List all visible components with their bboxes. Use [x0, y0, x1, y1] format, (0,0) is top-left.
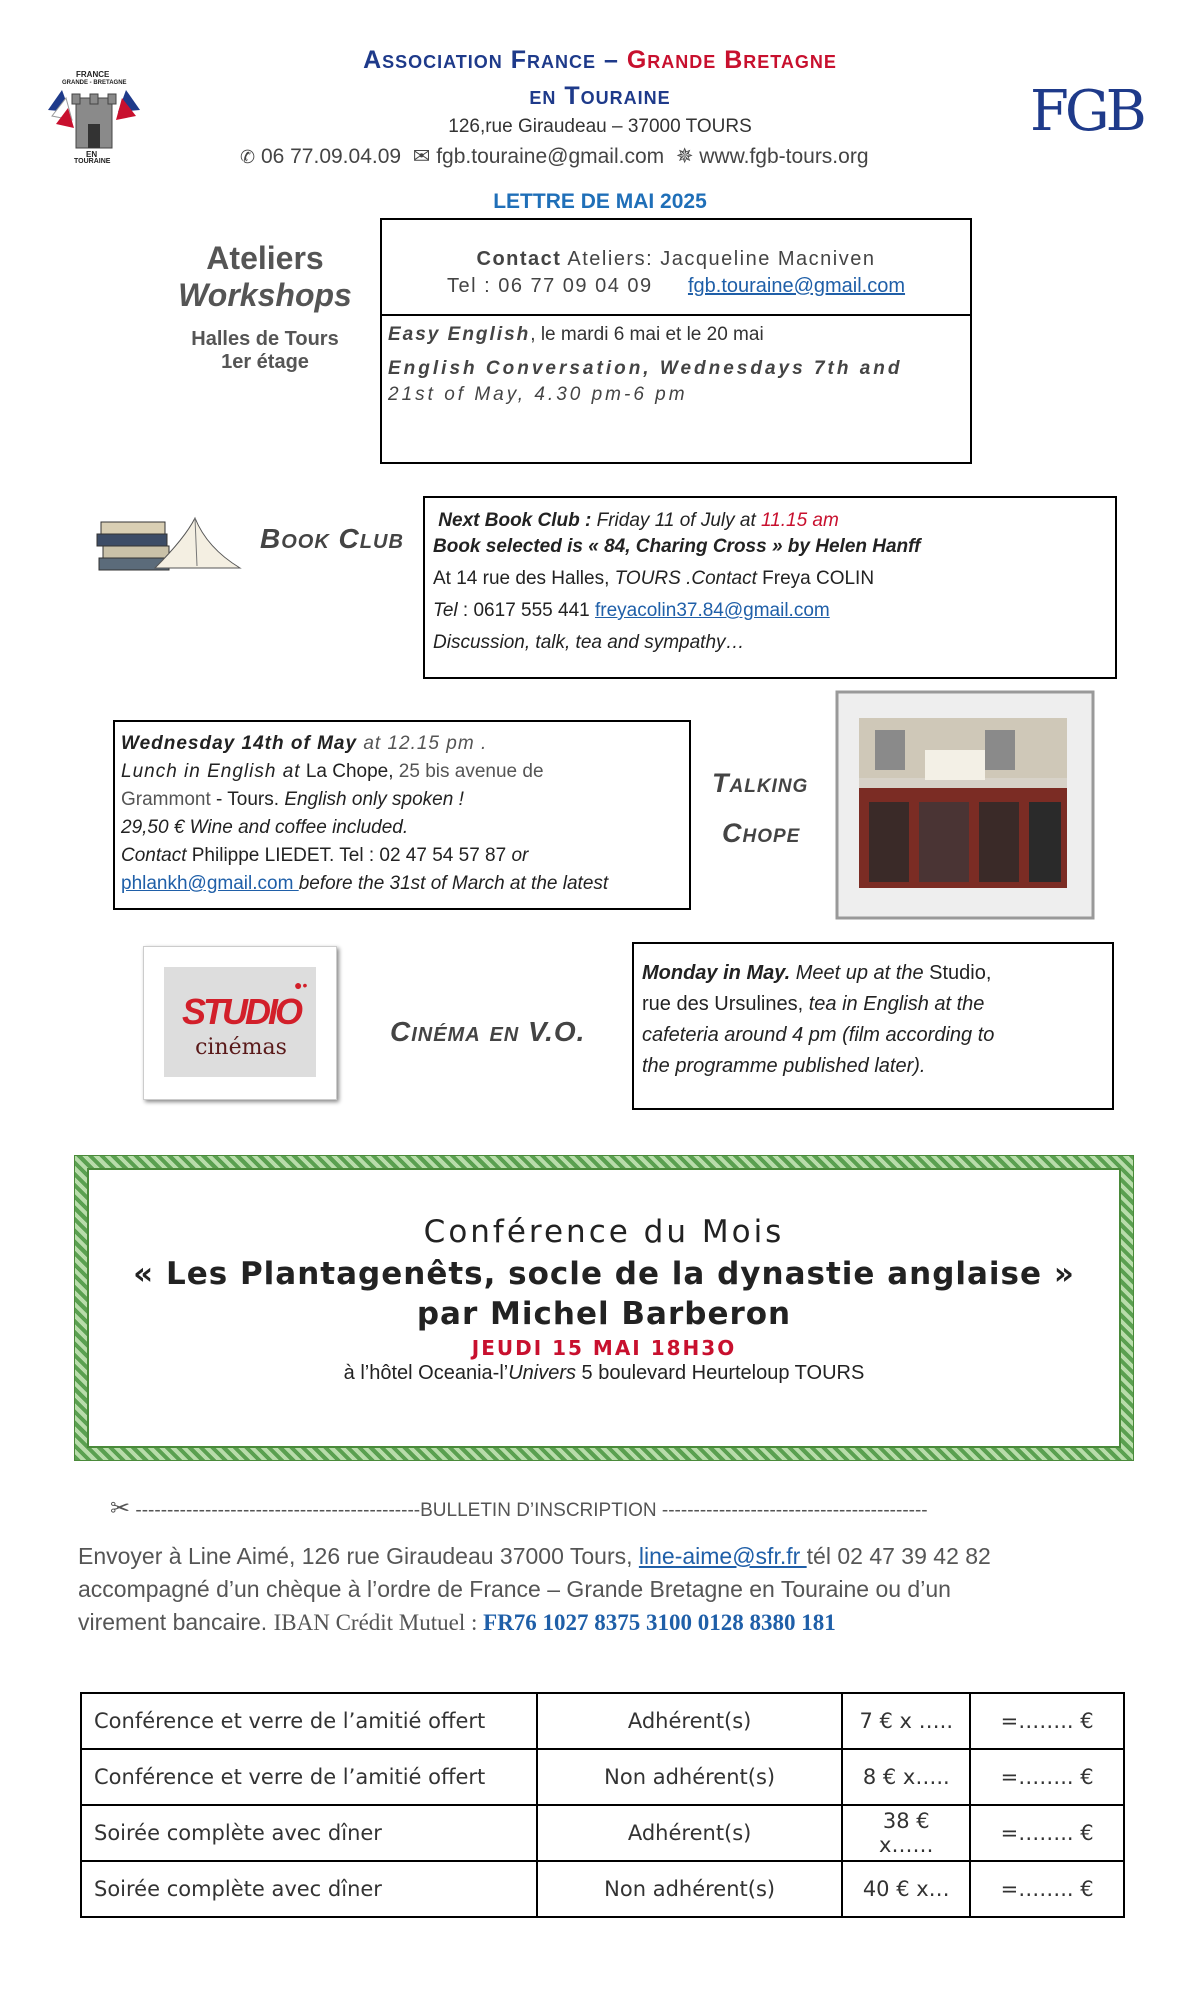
- bulletin-line2: accompagné d’un chèque à l’ordre de France – Grande Bretagne en Touraine ou d’un: [78, 1576, 951, 1602]
- chope-date-line: [121, 730, 683, 758]
- ateliers-place1: Halles de Tours: [191, 328, 339, 350]
- mail-icon: ✉: [412, 145, 431, 168]
- chope-photo: [835, 690, 1099, 926]
- row-price[interactable]: 40 € x…: [842, 1861, 970, 1917]
- logo-left-top: FRANCE: [76, 70, 110, 79]
- contact-label: Contact: [476, 248, 562, 270]
- conference-inner: [87, 1168, 1121, 1448]
- chope-tours: - Tours.: [210, 789, 285, 810]
- chope-english-only: English only spoken !: [284, 789, 464, 810]
- book-club-tel: [433, 600, 1107, 622]
- row-total[interactable]: =…….. €: [970, 1693, 1124, 1749]
- contact-line: [240, 144, 1000, 169]
- next-date: Friday 11 of July at: [596, 510, 762, 531]
- bulletin-email[interactable]: line-aime@sfr.fr: [638, 1543, 807, 1569]
- row-total[interactable]: =…….. €: [970, 1805, 1124, 1861]
- row-total[interactable]: =…….. €: [970, 1861, 1124, 1917]
- venue-a: à l’hôtel Oceania-l’: [343, 1362, 509, 1384]
- logo-left-mid: GRANDE - BRETAGNE: [62, 80, 127, 86]
- cinema-studio: Studio,: [929, 962, 992, 984]
- ateliers-box: [380, 218, 972, 464]
- logo-left-bottom: TOURAINE: [74, 158, 111, 165]
- chope-lunch-line2: [121, 786, 683, 814]
- tel-number: : 0617 555 441: [457, 600, 595, 621]
- dashes-right: ------------------------------------------: [656, 1500, 928, 1521]
- book-selected: Book selected is « 84, Charing Cross » by Helen Hanff: [433, 536, 921, 557]
- chope-title: Chope: [722, 818, 801, 848]
- table-row: [81, 1805, 1124, 1861]
- association-subtitle: en Touraine: [529, 82, 671, 110]
- bulletin-iban: FR76 1027 8375 3100 0128 8380 181: [483, 1610, 836, 1635]
- bulletin-title: BULLETIN D’INSCRIPTION: [420, 1500, 657, 1521]
- logo-left: [40, 68, 148, 168]
- chope-price: 29,50 € Wine and coffee included.: [121, 817, 409, 838]
- row-member: Non adhérent(s): [537, 1861, 842, 1917]
- bulletin-line3: [78, 1606, 1138, 1639]
- address-prefix: At 14 rue des Halles,: [433, 568, 615, 589]
- bulletin-divider: [110, 1494, 1110, 1523]
- studio-logo: [143, 946, 337, 1100]
- chope-lunch: Lunch in English at: [121, 761, 301, 782]
- cinema-line2: [642, 989, 1104, 1020]
- studio-dots-icon: ●•: [294, 977, 308, 993]
- chope-email-line: [121, 870, 683, 898]
- row-label: Soirée complète avec dîner: [81, 1805, 537, 1861]
- cinema-rue: rue des Ursulines,: [642, 993, 809, 1015]
- ateliers-contact: [382, 220, 970, 271]
- association-name-france: Association France –: [363, 46, 627, 74]
- cinema-tea: tea in English at the: [808, 993, 985, 1015]
- row-member: Adhérent(s): [537, 1805, 842, 1861]
- table-row: [81, 1749, 1124, 1805]
- row-price[interactable]: 8 € x…..: [842, 1749, 970, 1805]
- logo-right: FGB: [1030, 79, 1143, 144]
- bulletin-tel: tél 02 47 39 42 82: [806, 1543, 991, 1569]
- book-club-address: [433, 568, 1107, 590]
- easy-english-text: , le mardi: [530, 324, 614, 345]
- next-time: 11.15 am: [761, 510, 839, 531]
- conversation-line1: English Conversation, Wednesdays 7th and: [388, 358, 903, 379]
- bulletin-text: [78, 1540, 1138, 1639]
- next-label: Next Book Club :: [438, 510, 597, 531]
- easy-english-dates: 6 mai et le 20 mai: [613, 324, 764, 345]
- address-contact: Freya COLIN: [756, 568, 875, 589]
- ateliers-tel: Tel : 06 77 09 04 09: [446, 275, 653, 297]
- chope-box: [113, 720, 691, 910]
- chope-contact-label: Contact: [121, 845, 187, 866]
- books-image: [95, 508, 245, 588]
- ateliers-email[interactable]: fgb.touraine@gmail.com: [687, 275, 906, 297]
- chope-address: 25 bis avenue de: [393, 761, 544, 782]
- conference-speaker: par Michel Barberon: [416, 1296, 792, 1332]
- chope-place: La Chope,: [300, 761, 394, 782]
- association-name-gb: Grande Bretagne: [626, 46, 837, 74]
- logo-left-en: EN: [86, 150, 98, 159]
- letter-title: LETTRE DE MAI 2025: [493, 190, 707, 213]
- chope-time: at 12.15 pm .: [357, 733, 488, 754]
- cinema-monday: Monday in May.: [642, 962, 791, 984]
- ateliers-heading: [170, 240, 360, 374]
- table-row: [81, 1693, 1124, 1749]
- row-price[interactable]: 7 € x …..: [842, 1693, 970, 1749]
- address-city: TOURS .Contact: [614, 568, 757, 589]
- book-club-email[interactable]: freyacolin37.84@gmail.com: [595, 600, 830, 621]
- web-icon: ✵: [675, 145, 694, 168]
- row-price[interactable]: 38 € x……: [842, 1805, 970, 1861]
- row-label: Soirée complète avec dîner: [81, 1861, 537, 1917]
- table-row: [81, 1861, 1124, 1917]
- talking-title: Talking: [712, 768, 809, 798]
- studio-logo-main: STUDIO: [181, 991, 300, 1032]
- chope-grammont: Grammont: [121, 789, 211, 810]
- conference-frame: [74, 1155, 1134, 1461]
- cinema-line3: cafeteria around 4 pm (film according to: [642, 1024, 995, 1046]
- chope-date: Wednesday 14th of May: [121, 733, 358, 754]
- chope-lunch-line: [121, 758, 683, 786]
- cinema-box: [632, 942, 1114, 1110]
- conference-venue: [89, 1362, 1119, 1385]
- bulletin-virement: virement bancaire.: [78, 1609, 274, 1635]
- dashes-left: ---------------------------------------------: [135, 1500, 421, 1521]
- chope-contact: [121, 842, 683, 870]
- book-club-discussion: Discussion, talk, tea and sympathy…: [433, 632, 745, 653]
- row-total[interactable]: =…….. €: [970, 1749, 1124, 1805]
- conference-date: JEUDI 15 MAI 18H3O: [471, 1336, 737, 1360]
- bulletin-iban-label: IBAN Crédit Mutuel :: [273, 1610, 484, 1635]
- contact-text: Ateliers: Jacqueline Macniven: [561, 248, 876, 270]
- studio-logo-sub: cinémas: [195, 1035, 287, 1060]
- next-book-club: [433, 510, 1107, 532]
- ateliers-tel-line: [382, 275, 970, 298]
- book-club-title: Book Club: [260, 523, 404, 554]
- scissors-icon: ✂: [110, 1495, 131, 1522]
- book-club-box: [423, 496, 1117, 679]
- chope-deadline: before the 31st of March at the latest: [298, 873, 609, 894]
- cinema-meet: Meet up at the: [790, 962, 930, 984]
- tel-label: Tel: [433, 600, 458, 621]
- venue-b: Univers: [508, 1362, 576, 1384]
- address: 126,rue Giraudeau – 37000 TOURS: [448, 116, 752, 137]
- header-email[interactable]: fgb.touraine@gmail.com: [436, 145, 665, 168]
- website[interactable]: www.fgb-tours.org: [699, 145, 869, 168]
- venue-c: 5 boulevard Heurteloup TOURS: [576, 1362, 865, 1384]
- ateliers-title: Ateliers: [206, 240, 324, 276]
- cinema-title: Cinéma en V.O.: [390, 1016, 586, 1047]
- row-label: Conférence et verre de l’amitié offert: [81, 1693, 537, 1749]
- workshops-title: Workshops: [178, 277, 352, 313]
- cinema-line1: [642, 958, 1104, 989]
- phone-number: 06 77.09.04.09: [260, 145, 402, 168]
- conference-title: « Les Plantagenêts, socle de la dynastie anglaise »: [133, 1256, 1075, 1292]
- easy-english-label: Easy English: [388, 324, 531, 345]
- conference-heading: Conférence du Mois: [423, 1214, 785, 1250]
- bulletin-send: Envoyer à Line Aimé, 126 rue Giraudeau 37000 Tours,: [78, 1543, 639, 1569]
- chope-or: or: [511, 845, 529, 866]
- phone-icon: ✆: [240, 147, 256, 167]
- chope-contact-text: Philippe LIEDET. Tel : 02 47 54 57 87: [186, 845, 512, 866]
- row-member: Non adhérent(s): [537, 1749, 842, 1805]
- bulletin-line1: [78, 1540, 1138, 1573]
- easy-english-line: [382, 316, 970, 346]
- conversation-line2: 21st of May, 4.30 pm-6 pm: [388, 384, 688, 405]
- ateliers-place2: 1er étage: [221, 351, 309, 373]
- cinema-line4: the programme published later).: [642, 1055, 926, 1077]
- row-label: Conférence et verre de l’amitié offert: [81, 1749, 537, 1805]
- association-title: [200, 46, 1000, 75]
- pricing-table: [80, 1692, 1125, 1918]
- chope-email[interactable]: phlankh@gmail.com: [121, 873, 299, 894]
- row-member: Adhérent(s): [537, 1693, 842, 1749]
